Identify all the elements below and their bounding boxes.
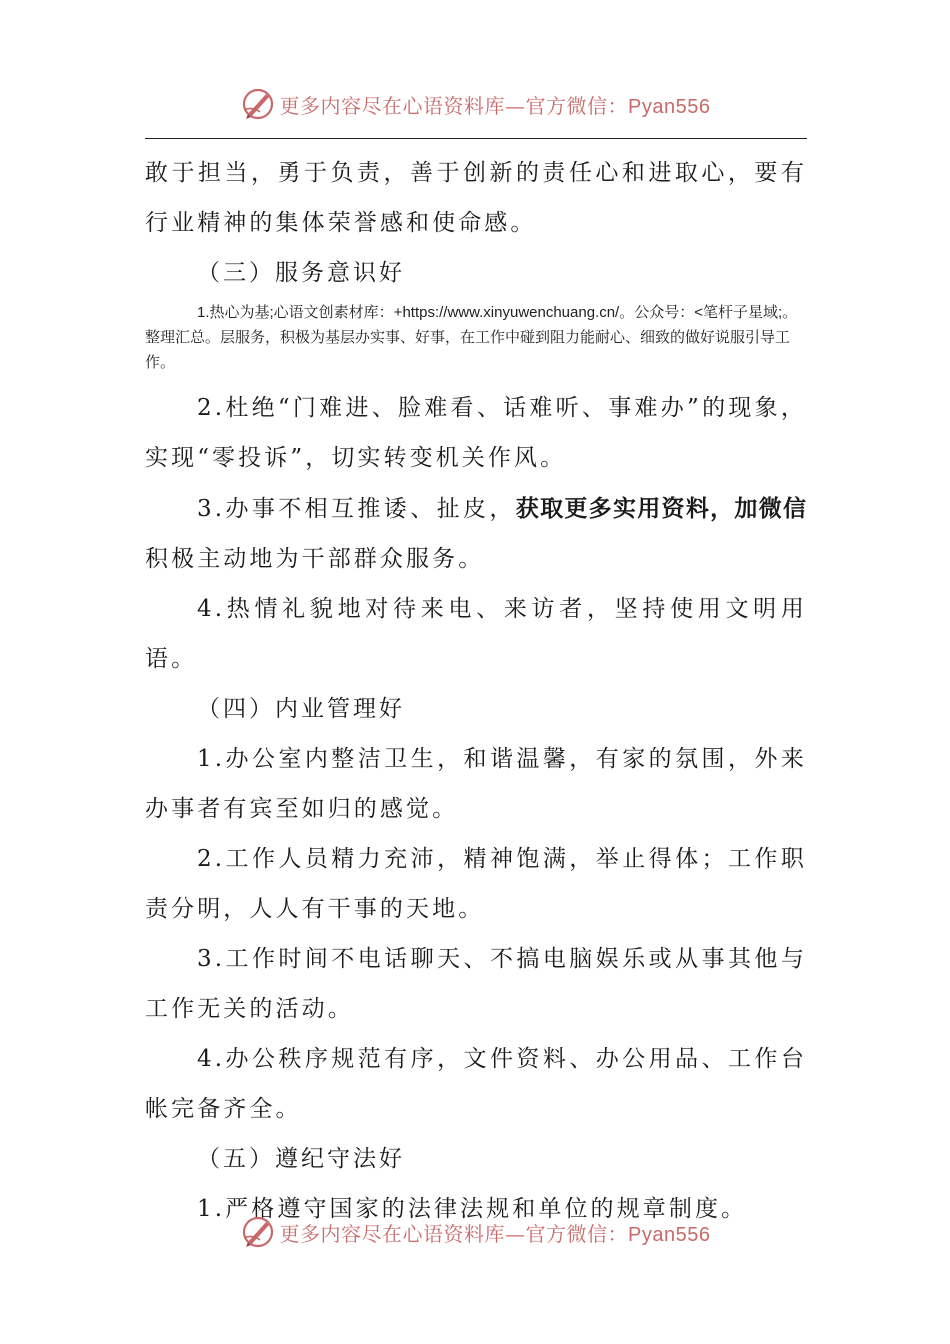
document-body bbox=[145, 148, 807, 1234]
header-banner bbox=[0, 84, 950, 124]
header-wechat-id: Pyan556 bbox=[628, 95, 711, 118]
footer-banner bbox=[0, 1212, 950, 1252]
section-heading-law: （五）遵纪守法好 bbox=[197, 1146, 405, 1172]
section-heading-management: （四）内业管理好 bbox=[197, 696, 405, 722]
paragraph-management-1: 1.办公室内整洁卫生，和谐温馨，有家的氛围，外来办事者有宾至如归的感觉。 bbox=[145, 746, 807, 822]
section-heading-service: （三）服务意识好 bbox=[197, 260, 405, 286]
promo-text: 获取更多实用资料，加微信 bbox=[515, 495, 808, 521]
paragraph-service-4: 4.热情礼貌地对待来电、来访者，坚持使用文明用语。 bbox=[145, 596, 807, 672]
header-banner-text: 更多内容尽在心语资料库—官方微信：Pyan556 bbox=[279, 93, 711, 118]
paragraph-service-2: 2.杜绝“门难进、脸难看、话难听、事难办”的现象，实现“零投诉”，切实转变机关作风。 bbox=[145, 395, 807, 471]
paragraph-service-3: 3.办事不相互推诿、扯皮，获取更多实用资料，加微信积极主动地为干部群众服务。 bbox=[145, 495, 808, 572]
paragraph-service-1: 1.热心为基;心语文创素材库：+https://www.xinyuwenchuang.cn/。公众号：<笔杆子星域;。整理汇总。层服务，积极为基层办实事、好事，在工作中碰到阻力能耐心、细致的做好说服引导工作。 bbox=[145, 304, 798, 371]
paragraph-management-3: 3.工作时间不电话聊天、不搞电脑娱乐或从事其他与工作无关的活动。 bbox=[145, 946, 807, 1022]
paragraph-management-4: 4.办公秩序规范有序，文件资料、办公用品、工作台帐完备齐全。 bbox=[145, 1046, 807, 1122]
footer-wechat-id: Pyan556 bbox=[628, 1223, 711, 1246]
paragraph-responsibility: 敢于担当，勇于负责，善于创新的责任心和进取心，要有行业精神的集体荣誉感和使命感。 bbox=[145, 160, 807, 236]
paragraph-law-1: 1.严格遵守国家的法律法规和单位的规章制度。 bbox=[197, 1196, 748, 1222]
header-rule bbox=[145, 138, 807, 139]
footer-banner-text: 更多内容尽在心语资料库—官方微信：Pyan556 bbox=[279, 1221, 711, 1246]
pen-logo-icon bbox=[240, 86, 276, 122]
pen-logo-icon bbox=[240, 1214, 276, 1250]
paragraph-management-2: 2.工作人员精力充沛，精神饱满，举止得体；工作职责分明，人人有干事的天地。 bbox=[145, 846, 807, 922]
